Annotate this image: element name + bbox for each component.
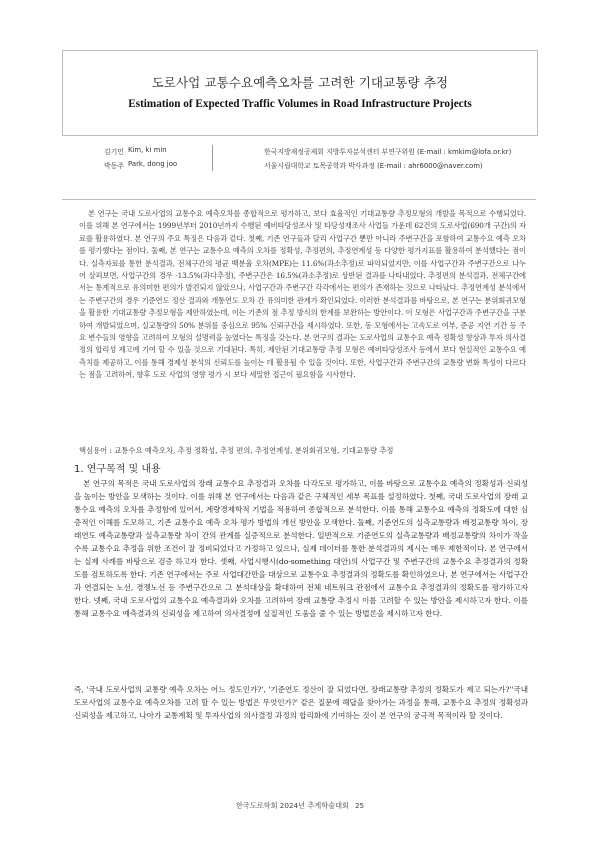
author-name-ko: 김기민 <box>104 148 124 156</box>
author-block <box>62 141 536 200</box>
body-paragraph: 본 연구의 목적은 국내 도로사업의 장래 교통수요 추정결과 오차를 다각도로 평가하고, 이를 바탕으로 교통수요 예측의 정확성과 신뢰성을 높이는 방안을 모색하는 것이다. 이를 위해 본 연구에서는 다음과 같은 구체적인 세부 목표를 설정하였다. 첫째, 국내 도로사업의 장래 교통수요 예측의 오차를 추정함에 있어서, 계량경제학적 기법을 적용하여 종합적으로 분석한다. 이를 통해 교통수요 예측의 정확도에 대한 심층적인 이해를 도모하고, 기존 교통수요 예측 오차 평가 방법의 개선 방안을 모색한다. 둘째, 기준연도의 실측교통량과 배정교통량 차이, 장래연도 예측교통량과 실측교통량 차이 간의 관계를 실증적으로 분석한다. 일반적으로 기준연도의 실측교통량과 배정교통량의 차이가 작을수록 교통수요 추정을 위한 조건이 잘 정비되었다고 가정하고 있으나, 실제 데이터를 통한 분석결과의 제시는 매우 제한적이다. 본 연구에서는 실제 사례를 바탕으로 검증 하고자 한다. 셋째, 사업시행시(do-something 대안)의 사업구간 및 주변구간의 교통수요 추정결과의 정확도를 검토하도록 한다. 기존 연구에서는 주로 사업대간만을 대상으로 교통수요 추정결과의 정확도를 확인하였으나, 본 연구에서는 사업구간과 연결되는 노선, 경쟁노선 등 주변구간으로 그 분석대상을 확대하여 전체 네트워크 관점에서 교통수요 추정결과의 정확도를 평가하고자 한다. 넷째, 국내 도로사업의 교통수요 예측결과와 오차를 고려하여 장래 교통량 추정시 이를 고려할 수 있는 방안을 제시하고자 한다. 이를 통해 교통수요 예측결과의 신뢰성을 제고하여 의사결정에 실질적인 도움을 줄 수 있는 방법론을 제시하고자 한다. <box>74 479 528 618</box>
korean-title: 도로사업 교통수요예측오차를 고려한 기대교통량 추정 <box>151 75 449 90</box>
author-affiliation: 한국지방재정공제회 지방투자분석센터 부연구위원 (E-mail : kmkim@lofa.or.kr) <box>264 148 512 156</box>
page-number: 25 <box>354 801 365 810</box>
title-box <box>62 50 538 136</box>
conference-name: 한국도로학회 2024년 추계학술대회 <box>235 801 349 810</box>
english-title: Estimation of Expected Traffic Volumes in Road Infrastructure Projects <box>128 98 472 110</box>
author-name-ko: 박동주 <box>104 162 124 170</box>
author-name-en: Kim, ki min <box>128 146 167 154</box>
author-affiliation: 서울시립대학교 토목공학과 박사과정 (E-mail : ahr6000@naver.com) <box>264 162 483 170</box>
body-paragraph: 즉, '국내 도로사업의 교통량 예측 오차는 어느 정도인가?', '기준연도 정산이 잘 되었다면, 장래교통량 추정의 정확도가 제고 되는가?''국내 도로사업의 교통수요 예측오차를 고려 할 수 있는 방법은 무엇인가?' 같은 질문에 해답을 찾아가는 과정을 통해, 교통수요 추정의 정확성과 신뢰성을 제고하고, 나아가 교통계획 및 투자사업의 의사결정 과정의 합리화에 기여하는 것이 본 연구의 궁극적 목적이라 할 것이다. <box>74 685 528 720</box>
author-divider <box>212 145 213 171</box>
page-footer <box>0 801 600 811</box>
keywords: 핵심용어 : 교통수요 예측오차, 추정 정확성, 추정 편의, 추정연계성, 분위회귀모형, 기대교통량 추정 <box>79 446 394 455</box>
author-name-en: Park, dong joo <box>128 160 178 168</box>
section-heading: 1. 연구목적 및 내용 <box>74 464 161 475</box>
abstract: 본 연구는 국내 도로사업의 교통수요 예측오차를 종합적으로 평가하고, 보다 효율적인 기대교통량 추정모형의 개발을 목적으로 수행되었다. 이를 위해 본 연구에서는 1999년부터 2010년까지 수행된 예비타당성조사 및 타당성재조사 사업들 가운데 62건의 도로사업(690개 구간)의 자료를 활용하였다. 본 연구의 주요 특징은 다음과 같다. 첫째, 기존 연구들과 달리 사업구간 뿐만 아니라 주변구간을 포함하여 교통수요 예측 오차를 평가했다는 점이다. 둘째, 본 연구는 교통수요 예측의 오차를 정확성, 추정편의, 추정연계성 등 다양한 평가지표를 활용하여 분석했다는 점이다. 실측자료를 통한 분석결과, 전체구간의 평균 백분율 오차(MPE)는 11.6%(과소추정)로 파악되었지만, 이를 사업구간과 주변구간으로 나누어 살펴보면, 사업구간의 경우 -13.5%(과다추정), 주변구간은 16.5%(과소추정)로 상반된 결과를 나타내었다. 추정편의 분석결과, 전체구간에서는 통계적으로 유의미한 편의가 발견되지 않았으나, 사업구간과 주변구간 각각에서는 편의가 존재하는 것으로 나타났다. 추정연계성 분석에서는 주변구간의 경우 기준연도 정산 결과와 개통연도 오차 간 유의미한 관계가 확인되었다. 이러한 분석결과를 바탕으로, 본 연구는 분위회귀모형을 활용한 기대교통량 추정모형을 제안하였는데, 이는 기존의 점 추정 방식의 한계를 보완하는 방안이다. 이 모형은 사업구간과 주변구간을 구분하여 개발되었으며, 실교통량의 50% 분위를 중심으로 95% 신뢰구간을 제시하였다. 또한, 동 모형에서는 고속도로 여부, 준공 지연 기간 등 주요 변수들의 영향을 고려하여 모형의 설명력을 높였다는 특징을 갖는다. 본 연구의 결과는 도로사업의 교통수요 예측 정확성 향상과 투자 의사결정의 합리성 제고에 기여 할 수 있을 것으로 기대된다. 특히, 제안된 기대교통량 추정 모형은 예비타당성조사 등에서 보다 현실적인 교통수요 예측치를 제공하고, 이를 통해 경제성 분석의 신뢰도를 높이는 데 활용될 수 있을 것이다. 또한, 사업구간과 주변구간의 교통량 변화 특성이 다르다는 점을 고려하여, 향후 도로 사업의 영향 평가 시 보다 세밀한 접근이 필요함을 시사한다. <box>79 209 526 380</box>
